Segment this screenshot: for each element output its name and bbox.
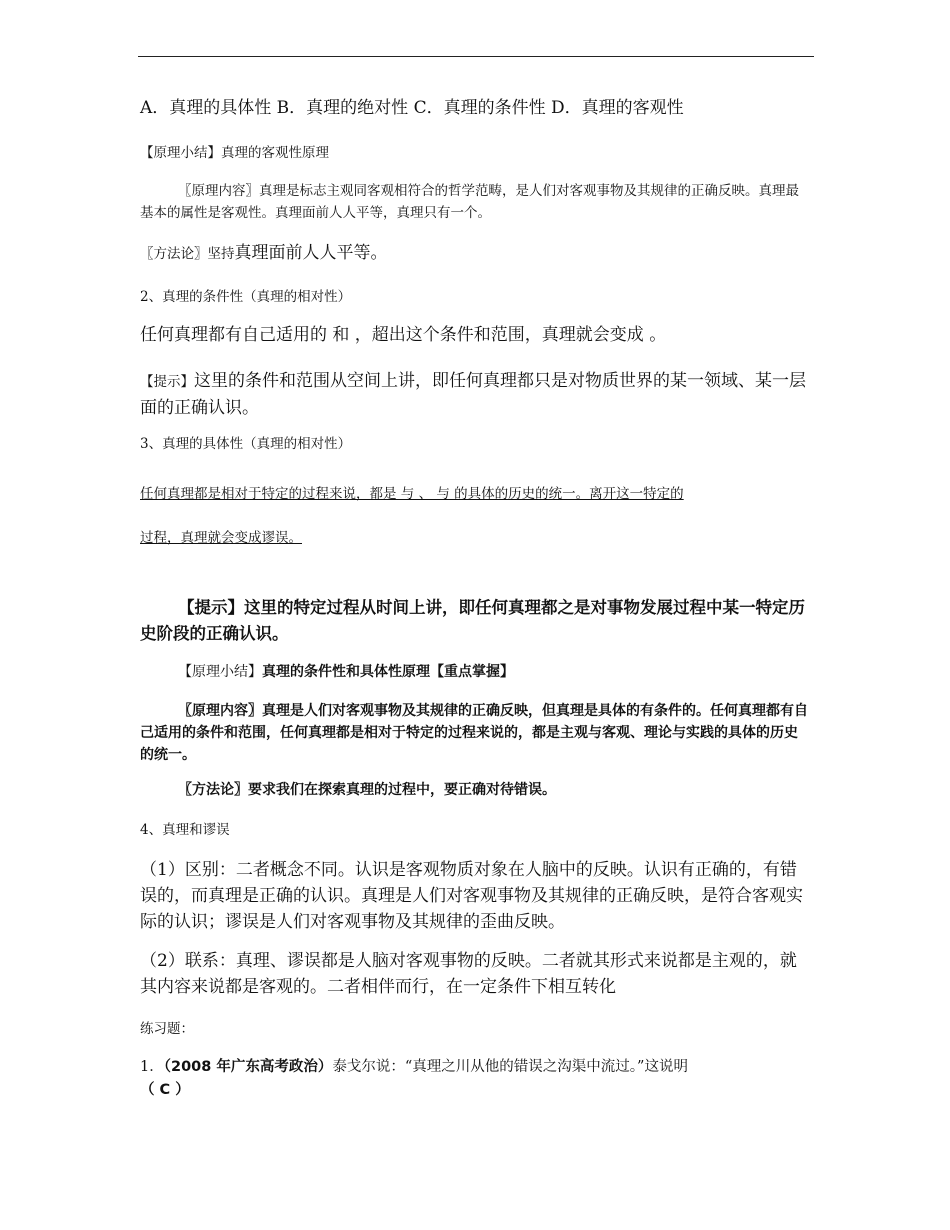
summary-text: 真理的条件性和具体性原理【重点掌握】 [262,664,514,680]
methodology-text: 真理面前人人平等。 [234,243,388,263]
question-1 [140,1056,810,1102]
section-heading-conditionality: 2、真理的条件性（真理的相对性） [140,289,352,305]
tip-label: 【提示】 [140,374,194,390]
principle-content-conditionality: 〖原理内容〗真理是人们对客观事物及其规律的正确反映，但真理是具体的有条件的。任何真理都有自己适用的条件和范围，任何真理都是相对于特定的过程来说的，都是主观与客观、理论与实践的具体的历史的统一。 [140,703,808,763]
question-source: （2008 年广东高考政治） [163,1059,333,1075]
section-heading-truth-error: 4、真理和谬误 [140,822,230,838]
principle-summary-objectivity: 【原理小结】真理的客观性原理 [140,145,329,161]
tip-text: 这里的条件和范围从空间上讲，即任何真理都只是对物质世界的某一领域、某一层面的正确认识。 [140,371,806,418]
question-text: 泰戈尔说：“真理之川从他的错误之沟渠中流过。”这说明 [332,1059,688,1075]
exercise-heading: 练习题： [140,1021,194,1037]
methodology-conditionality: 〖方法论〗要求我们在探索真理的过程中，要正确对待错误。 [178,782,556,798]
truth-error-difference: （1）区别：二者概念不同。认识是客观物质对象在人脑中的反映。认识有正确的，有错误的，而真理是正确的认识。真理是人们对客观事物及其规律的正确反映，是符合客观实际的认识；谬误是人们对客观事物及其规律的歪曲反映。 [140,860,803,932]
header-rule [138,56,814,57]
concreteness-statement-line1: 任何真理都是相对于特定的过程来说，都是 与 、 与 的具体的历史的统一。离开这一特定的 [140,486,684,502]
conditionality-statement: 任何真理都有自己适用的 和 ，超出这个条件和范围，真理就会变成 。 [140,325,667,345]
answer-options: A．真理的具体性 B．真理的绝对性 C．真理的条件性 D．真理的客观性 [140,98,684,118]
question-answer: （ C ） [140,1082,190,1098]
truth-error-connection: （2）联系：真理、谬误都是人脑对客观事物的反映。二者就其形式来说都是主观的，就其内容来说都是客观的。二者相伴而行，在一定条件下相互转化 [140,951,797,997]
tip-space [140,368,810,421]
question-number: 1． [140,1059,164,1075]
principle-summary-conditionality [178,661,810,683]
methodology-label: 〖方法论〗坚持 [140,246,235,262]
tip-time: 【提示】这里的特定过程从时间上讲，即任何真理都之是对事物发展过程中某一特定历史阶段的正确认识。 [140,598,805,643]
concreteness-statement-line2: 过程，真理就会变成谬误。 [140,530,302,546]
summary-label: 【原理小结】 [178,664,262,680]
methodology-objectivity [140,240,810,267]
section-heading-concreteness: 3、真理的具体性（真理的相对性） [140,436,352,452]
principle-content-objectivity: 〖原理内容〗真理是标志主观同客观相符合的哲学范畴，是人们对客观事物及其规律的正确反映。真理最基本的属性是客观性。真理面前人人平等，真理只有一个。 [140,183,799,221]
